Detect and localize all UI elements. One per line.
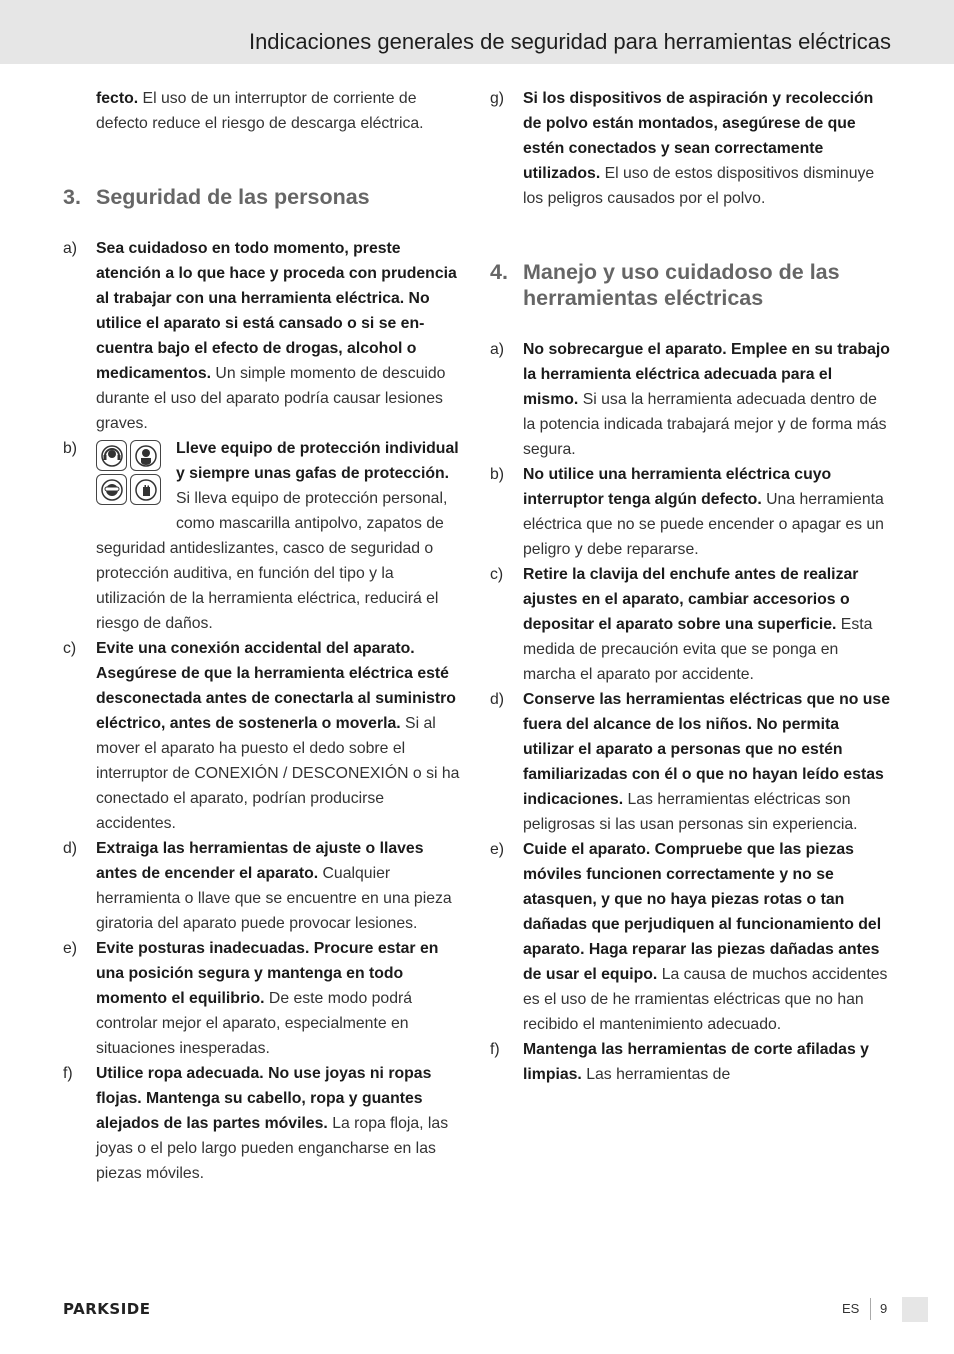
list-item-d [63,836,463,936]
dust-mask-icon [130,440,161,471]
footer-divider [870,1298,871,1320]
item-text: Si al mover el aparato ha puesto el dedo sobre el interruptor de CONEXIÓN / DESCONEXIÓN o si ha conectado el aparato, podrían producirse accidentes. [96,715,460,832]
item-bold: Retire la clavija del enchufe antes de realizar ajustes en el aparato, cambiar accesorios o depositar el aparato sobre una superficie. [523,566,859,633]
list-item-f [63,1061,463,1186]
footer-tab-marker [902,1297,928,1322]
item-letter: f) [63,1065,73,1082]
item-bold: Lleve equipo de protección individual y siempre unas gafas de protección. [176,440,459,482]
page-title: Indicaciones generales de seguridad para herramientas eléctricas [248,29,891,54]
item-text: Las herramientas eléctricas son peligrosas si las usan personas sin experiencia. [523,791,858,833]
item-letter: b) [63,440,78,457]
item-bold: Conserve las herramientas eléctricas que no use fuera del alcance de los niños. No permita utilizar el aparato a personas que no estén familiarizadas con él o que no hayan leído estas indicaciones. [523,691,891,808]
section-heading: Seguridad de las personas [96,185,370,209]
item-text: Las herramientas de [581,1066,731,1083]
item-text: Un simple momento de descuido durante el uso del aparato podría causar lesiones graves. [96,365,446,432]
item-text: Si lleva equipo de protección personal, como mascarilla antipolvo, zapatos de seguridad antideslizantes, casco de seguridad o protección auditiva, en función del tipo y la utilización de la herramienta eléctrica, reducirá el riesgo de daños. [96,490,448,632]
item-bold: No sobrecargue el aparato. Emplee en su trabajo la herramienta eléctrica adecuada para el mismo. [523,341,890,408]
list-item-a [490,337,890,462]
item-letter: g) [490,90,505,107]
section-title-3 [63,184,463,210]
item-bold: Cuide el aparato. Compruebe que las piezas móviles funcionen correctamente y no se atasquen, y que no haya piezas rotas o tan dañadas que perjudiquen al funcionamiento del aparato. Haga reparar las piezas dañadas antes de usar el equipo. [523,841,882,983]
right-column [490,86,890,1087]
left-column [63,86,463,1186]
item-text: La causa de muchos accidentes es el uso de he rramientas eléctricas que no han recibido el mantenimiento adecuado. [523,966,888,1033]
item-bold: Mantenga las herramientas de corte afiladas y limpias. [523,1041,869,1083]
item-text: Si usa la herramienta adecuada dentro de la potencia indicada trabajará mejor y de forma más segura. [523,391,887,458]
item-letter: c) [63,640,77,657]
list-item-e [63,936,463,1061]
item-bold: Utilice ropa adecuada. No use joyas ni ropas flojas. Mantenga su cabello, ropa y guantes alejados de las partes móviles. [96,1065,432,1132]
brand-logo: PARKSIDE [63,1300,151,1318]
item-letter: e) [490,841,505,858]
section-heading: Manejo y uso cuidadoso de las herramientas eléctricas [523,260,840,310]
item-letter: d) [63,840,78,857]
item-letter: f) [490,1041,500,1058]
item-text: Esta medida de precaución evita que se ponga en marcha el aparato por accidente. [523,616,873,683]
item-bold: Extraiga las herramientas de ajuste o llaves antes de encender el aparato. [96,840,424,882]
section-number: 4. [490,260,508,284]
item-text: La ropa floja, las joyas o el pelo largo pueden engancharse en las piezas móviles. [96,1115,449,1182]
section-number: 3. [63,185,81,209]
safety-goggles-icon [96,474,127,505]
list-item-e [490,837,890,1037]
page-number: 9 [880,1301,888,1316]
list-item-c [490,562,890,687]
item-text: Una herramienta eléctrica que no se puede encender o apagar es un peligro y debe repararse. [523,491,884,558]
intro-text: El uso de un interruptor de corriente de defecto reduce el riesgo de descarga eléctrica. [96,90,424,132]
intro-paragraph [63,86,463,136]
item-text: Cualquier herramienta o llave que se encuentre en una pieza giratoria del aparato puede provocar lesiones. [96,865,452,932]
item-letter: a) [490,341,505,358]
item-bold: No utilice una herramienta eléctrica cuyo interruptor tenga algún defecto. [523,466,832,508]
language-code: ES [842,1301,860,1316]
ppe-icons [96,440,162,506]
item-letter: e) [63,940,78,957]
list-item-b [490,462,890,562]
item-bold: Evite una conexión accidental del aparato. Asegúrese de que la herramienta eléctrica esté desconectada antes de conectarla al suministro eléctrico, antes de sostenerla o moverla. [96,640,456,732]
list-item-g [490,86,890,211]
item-bold: Sea cuidadoso en todo momento, preste atención a lo que hace y proceda con prudencia al trabajar con una herramienta eléctrica. No utilice el aparato si está cansado o si se encuentra bajo el efecto de drogas, alcohol o medicamentos. [96,240,457,382]
item-bold: Si los dispositivos de aspiración y recolección de polvo están montados, asegúrese de que estén conectados y sean correctamente utilizados. [523,90,874,182]
list-item-c [63,636,463,836]
intro-bold: fecto. [96,90,139,107]
item-letter: c) [490,566,504,583]
section-title-4 [490,259,890,311]
item-letter: b) [490,466,505,483]
item-text: De este modo podrá controlar mejor el aparato, especialmente en situaciones inesperadas. [96,990,413,1057]
item-text: El uso de estos dispositivos disminuye los peligros causados por el polvo. [523,165,875,207]
list-item-a [63,236,463,436]
gloves-icon [130,474,161,505]
ear-protection-icon [96,440,127,471]
item-bold: Evite posturas inadecuadas. Procure estar en una posición segura y mantenga en todo momento el equilibrio. [96,940,439,1007]
list-item-d [490,687,890,837]
list-item-f [490,1037,890,1087]
item-letter: d) [490,691,505,708]
page-header [0,0,954,64]
list-item-b [63,436,463,636]
item-letter: a) [63,240,78,257]
